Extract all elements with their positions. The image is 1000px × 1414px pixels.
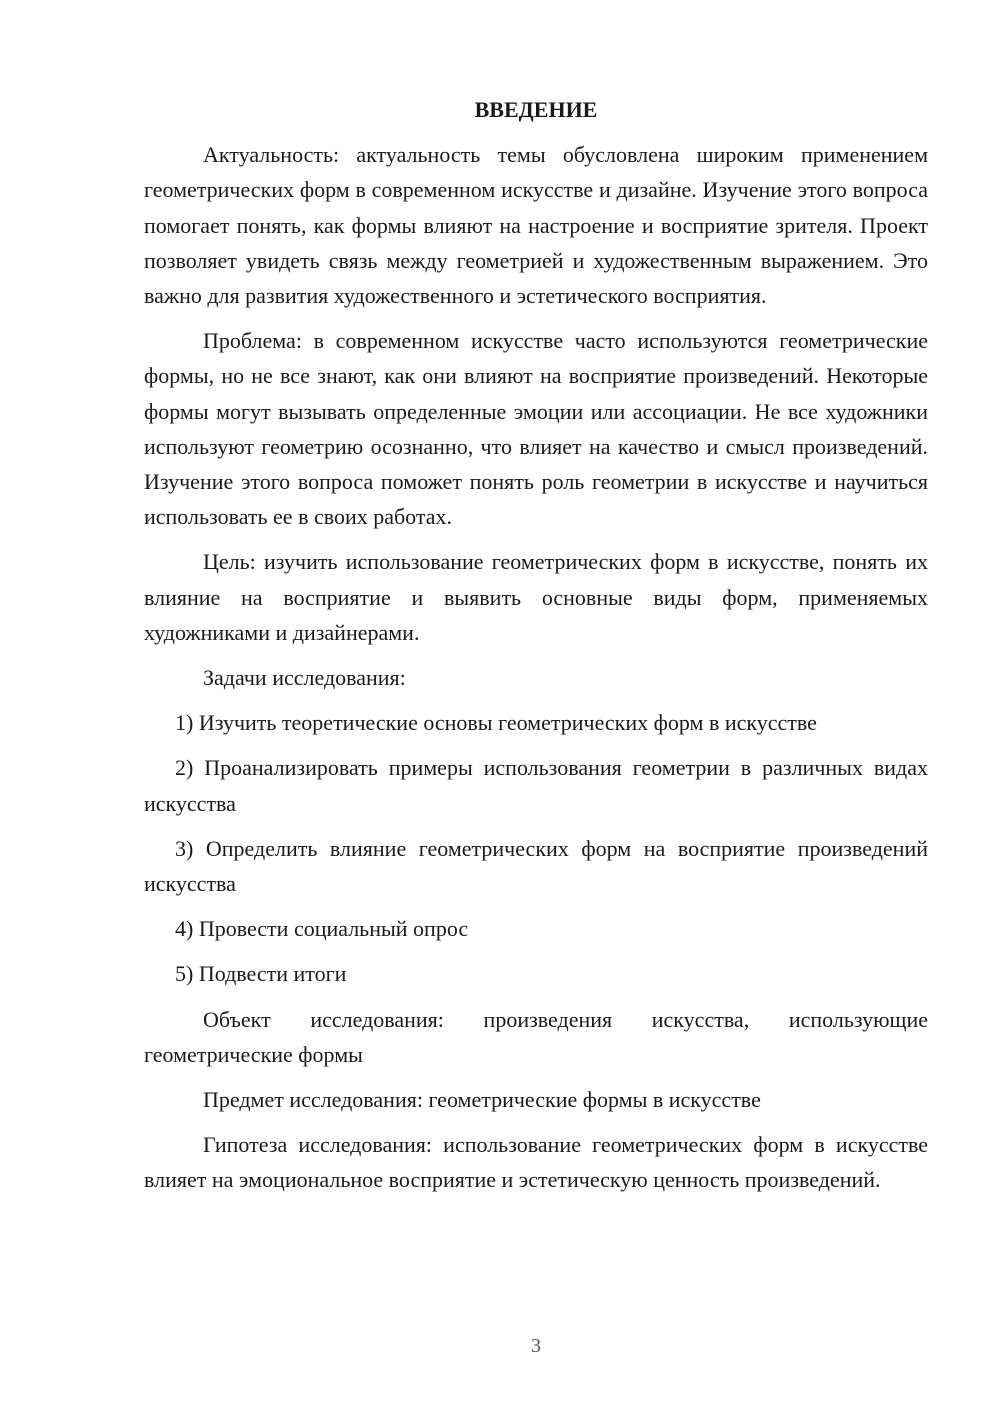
- relevance-paragraph: Актуальность: актуальность темы обусловлена широким применением геометрических форм в современном искусстве и дизайне. Изучение этого вопроса помогает понять, как формы влияют на настроение и восприятие зрителя. Проект позволяет увидеть связь между геометрией и художественным выражением. Это важно для развития художественного и эстетического восприятия.: [144, 142, 928, 309]
- task-item-1: 1) Изучить теоретические основы геометрических форм в искусстве: [175, 710, 817, 736]
- section-heading: ВВЕДЕНИЕ: [474, 97, 598, 122]
- task-item-5: 5) Подвести итоги: [175, 961, 347, 987]
- object-paragraph: Объект исследования: произведения искусства, использующие геометрические формы: [144, 1006, 928, 1067]
- goal-paragraph: Цель: изучить использование геометрических форм в искусстве, понять их влияние на восприятие и выявить основные виды форм, применяемых художниками и дизайнерами.: [144, 549, 928, 645]
- tasks-heading: Задачи исследования:: [203, 665, 406, 691]
- task-item-4: 4) Провести социальный опрос: [175, 916, 469, 942]
- page-number: 3: [531, 1335, 541, 1357]
- task-item-2: 2) Проанализировать примеры использования геометрии в различных видах искусства: [144, 755, 928, 816]
- page-content: [144, 90, 928, 1208]
- problem-paragraph: Проблема: в современном искусстве часто используются геометрические формы, но не все знают, как они влияют на восприятие произведений. Некоторые формы могут вызывать определенные эмоции или ассоциации. Не все художники используют геометрию осознанно, что влияет на качество и смысл произведений. Изучение этого вопроса поможет понять роль геометрии в искусстве и научиться использовать ее в своих работах.: [144, 328, 928, 530]
- hypothesis-paragraph: Гипотеза исследования: использование геометрических форм в искусстве влияет на эмоциональное восприятие и эстетическую ценность произведений.: [144, 1132, 928, 1193]
- subject-paragraph: Предмет исследования: геометрические формы в искусстве: [203, 1087, 761, 1113]
- task-item-3: 3) Определить влияние геометрических форм на восприятие произведений искусства: [144, 835, 928, 897]
